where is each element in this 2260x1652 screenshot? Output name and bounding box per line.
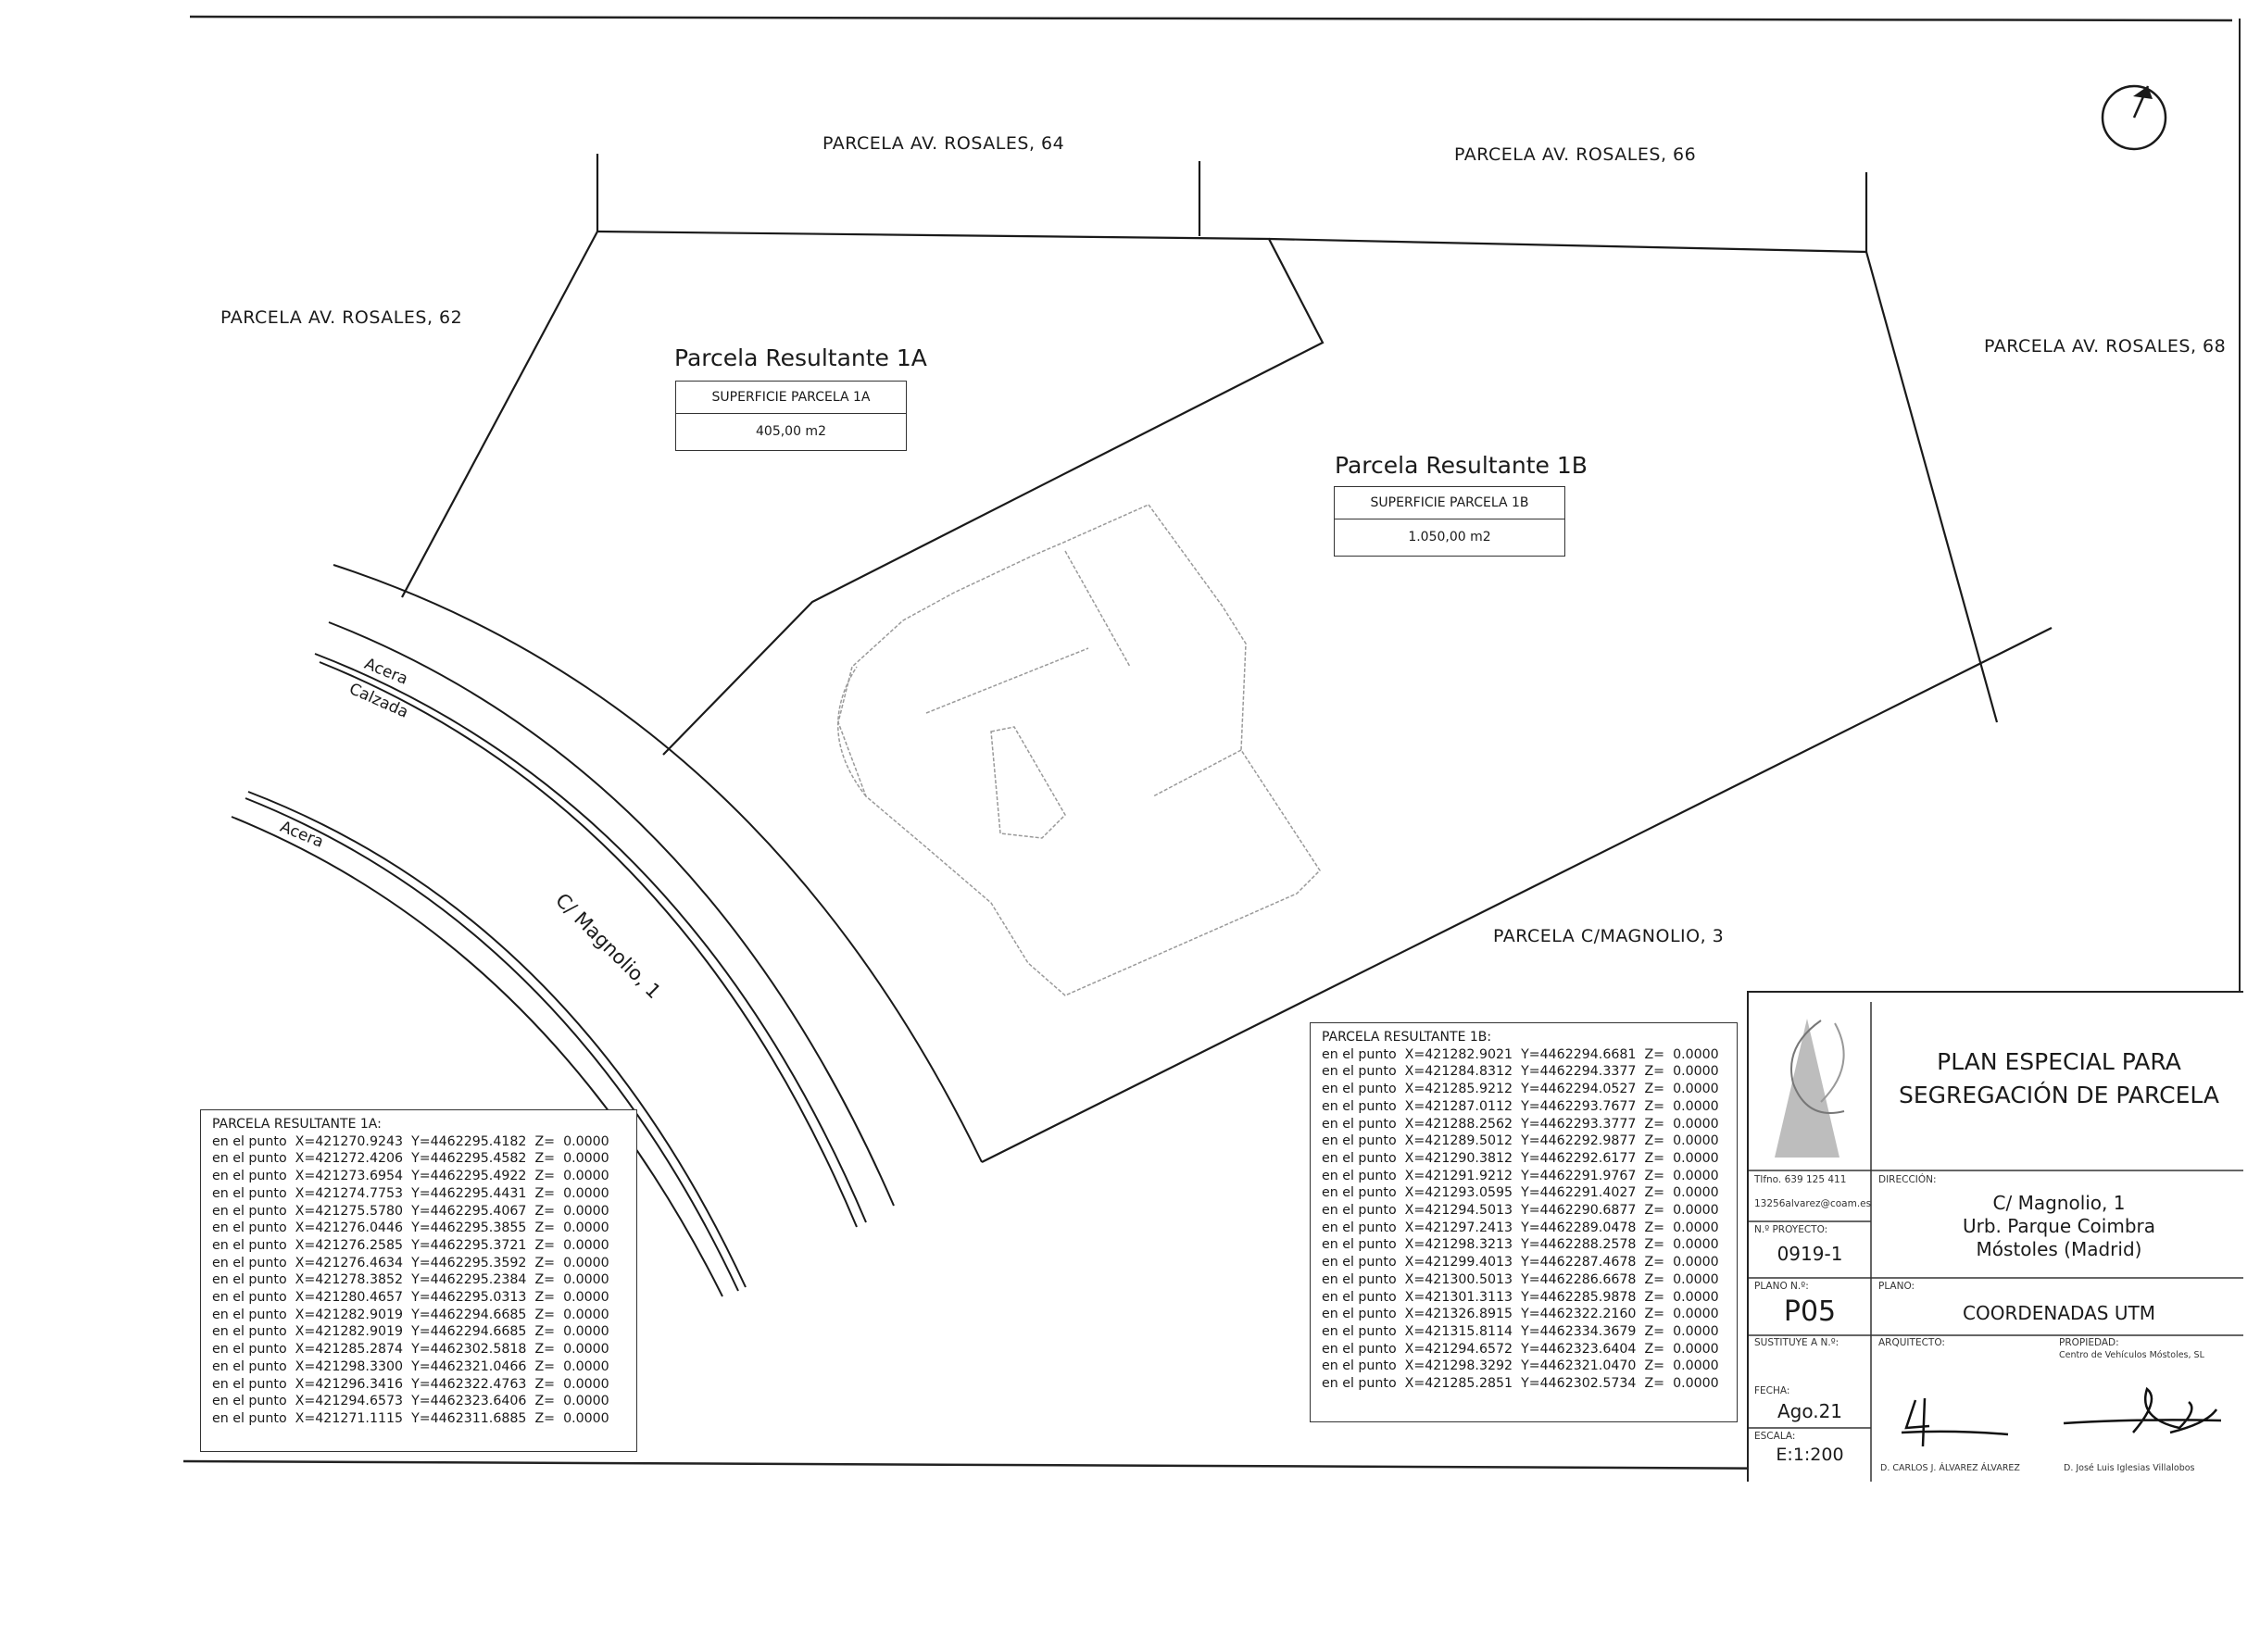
coordinates-1b-table — [1310, 1022, 1738, 1422]
coordinate-row: en el punto X=421294.5013 Y=4462290.6877 Z= 0.0000 — [1322, 1203, 1719, 1219]
parcel-1b-surface-box — [1334, 486, 1565, 557]
title-block — [1747, 991, 2243, 1482]
fecha-value: Ago.21 — [1777, 1400, 1843, 1422]
existing-building-outline — [838, 505, 1320, 995]
sustituye-label: SUSTITUYE A N.º: — [1754, 1337, 1839, 1348]
coordinate-row: en el punto X=421285.2874 Y=4462302.5818 Z= 0.0000 — [212, 1342, 609, 1358]
label-rosales-62: PARCELA AV. ROSALES, 62 — [220, 307, 463, 328]
coordinate-row: en el punto X=421285.2851 Y=4462302.5734 Z= 0.0000 — [1322, 1376, 1719, 1392]
plano-label: PLANO: — [1878, 1281, 1915, 1292]
proyecto-value: 0919-1 — [1777, 1243, 1843, 1265]
north-arrow-icon — [2100, 83, 2168, 152]
coordinate-row: en el punto X=421280.4657 Y=4462295.0313 Z= 0.0000 — [212, 1290, 609, 1306]
coordinates-1a-header: PARCELA RESULTANTE 1A: — [212, 1117, 382, 1132]
parcel-1b-surface-value: 1.050,00 m2 — [1408, 530, 1491, 544]
project-title-line1: PLAN ESPECIAL PARA — [1937, 1048, 2181, 1075]
label-magnolio-3: PARCELA C/MAGNOLIO, 3 — [1493, 926, 1725, 946]
coordinate-row: en el punto X=421294.6572 Y=4462323.6404 Z= 0.0000 — [1322, 1341, 1719, 1357]
coordinate-row: en el punto X=421282.9019 Y=4462294.6685 Z= 0.0000 — [212, 1324, 609, 1340]
coordinate-row: en el punto X=421293.0595 Y=4462291.4027 Z= 0.0000 — [1322, 1185, 1719, 1201]
coordinate-row: en el punto X=421285.9212 Y=4462294.0527 Z= 0.0000 — [1322, 1082, 1719, 1097]
project-title-line2: SEGREGACIÓN DE PARCELA — [1899, 1082, 2219, 1108]
coordinate-row: en el punto X=421275.5780 Y=4462295.4067 Z= 0.0000 — [212, 1203, 609, 1219]
sheet-top-border — [190, 17, 2232, 20]
label-rosales-66: PARCELA AV. ROSALES, 66 — [1454, 144, 1697, 165]
direccion-label: DIRECCIÓN: — [1878, 1174, 1937, 1185]
coordinate-row: en el punto X=421315.8114 Y=4462334.3679 Z= 0.0000 — [1322, 1323, 1719, 1339]
plano-num-label: PLANO N.º: — [1754, 1281, 1809, 1292]
parcel-1a-title: Parcela Resultante 1A — [674, 344, 927, 371]
coordinate-row: en el punto X=421282.9021 Y=4462294.6681 Z= 0.0000 — [1322, 1046, 1719, 1062]
parcel-1b-surface-label: SUPERFICIE PARCELA 1B — [1335, 487, 1564, 519]
coordinate-row: en el punto X=421278.3852 Y=4462295.2384 Z= 0.0000 — [212, 1272, 609, 1288]
architect-logo — [1756, 1009, 1867, 1167]
address-line2: Urb. Parque Coimbra — [1962, 1215, 2155, 1237]
parcel-1a-surface-label: SUPERFICIE PARCELA 1A — [676, 382, 906, 414]
coordinate-row: en el punto X=421271.1115 Y=4462311.6885 Z= 0.0000 — [212, 1410, 609, 1426]
coordinate-row: en el punto X=421300.5013 Y=4462286.6678 Z= 0.0000 — [1322, 1271, 1719, 1287]
label-acera-top: Acera — [361, 655, 411, 689]
coordinate-row: en el punto X=421299.4013 Y=4462287.4678 Z= 0.0000 — [1322, 1255, 1719, 1270]
parcel-1a-surface-value: 405,00 m2 — [756, 424, 826, 439]
architect-name: D. CARLOS J. ÁLVAREZ ÁLVAREZ — [1880, 1463, 2020, 1473]
coordinates-1a-table — [200, 1109, 637, 1452]
coordinate-row: en el punto X=421287.0112 Y=4462293.7677 Z= 0.0000 — [1322, 1098, 1719, 1114]
coordinate-row: en el punto X=421301.3113 Y=4462285.9878 Z= 0.0000 — [1322, 1289, 1719, 1305]
coordinates-1b-header: PARCELA RESULTANTE 1B: — [1322, 1030, 1492, 1045]
coordinate-row: en el punto X=421276.4634 Y=4462295.3592 Z= 0.0000 — [212, 1255, 609, 1270]
coordinate-row: en el punto X=421288.2562 Y=4462293.3777 Z= 0.0000 — [1322, 1116, 1719, 1132]
coordinate-row: en el punto X=421296.3416 Y=4462322.4763 Z= 0.0000 — [212, 1376, 609, 1392]
coordinate-row: en el punto X=421272.4206 Y=4462295.4582 Z= 0.0000 — [212, 1151, 609, 1167]
label-rosales-64: PARCELA AV. ROSALES, 64 — [822, 133, 1065, 154]
propiedad-value: Centro de Vehículos Móstoles, SL — [2059, 1350, 2204, 1360]
coordinates-1a-lines — [212, 1133, 625, 1428]
plano-value: COORDENADAS UTM — [1963, 1302, 2155, 1324]
propiedad-label: PROPIEDAD: — [2059, 1337, 2119, 1348]
escala-value: E:1:200 — [1776, 1445, 1844, 1465]
coordinate-row: en el punto X=421282.9019 Y=4462294.6685 Z= 0.0000 — [212, 1307, 609, 1322]
coordinate-row: en el punto X=421274.7753 Y=4462295.4431 Z= 0.0000 — [212, 1185, 609, 1201]
coordinate-row: en el punto X=421270.9243 Y=4462295.4182 Z= 0.0000 — [212, 1133, 609, 1149]
coordinate-row: en el punto X=421290.3812 Y=4462292.6177 Z= 0.0000 — [1322, 1150, 1719, 1166]
escala-label: ESCALA: — [1754, 1431, 1796, 1442]
coordinate-row: en el punto X=421294.6573 Y=4462323.6406 Z= 0.0000 — [212, 1394, 609, 1409]
label-street-name: C/ Magnolio, 1 — [551, 889, 666, 1004]
proyecto-label: N.º PROYECTO: — [1754, 1224, 1828, 1235]
phone-text: Tlfno. 639 125 411 — [1754, 1174, 1847, 1185]
coordinate-row: en el punto X=421284.8312 Y=4462294.3377 Z= 0.0000 — [1322, 1064, 1719, 1080]
coordinate-row: en el punto X=421326.8915 Y=4462322.2160 Z= 0.0000 — [1322, 1307, 1719, 1322]
coordinate-row: en el punto X=421298.3213 Y=4462288.2578 Z= 0.0000 — [1322, 1237, 1719, 1253]
label-acera-bottom: Acera — [277, 818, 327, 852]
coordinate-row: en el punto X=421291.9212 Y=4462291.9767 Z= 0.0000 — [1322, 1168, 1719, 1183]
fecha-label: FECHA: — [1754, 1385, 1790, 1396]
parcel-1b-title: Parcela Resultante 1B — [1335, 452, 1588, 479]
arquitecto-label: ARQUITECTO: — [1878, 1337, 1945, 1348]
email-text: 13256alvarez@coam.es — [1754, 1198, 1872, 1209]
coordinate-row: en el punto X=421276.0446 Y=4462295.3855 Z= 0.0000 — [212, 1220, 609, 1236]
label-rosales-68: PARCELA AV. ROSALES, 68 — [1984, 336, 2227, 357]
address-line3: Móstoles (Madrid) — [1976, 1238, 2142, 1260]
owner-signature — [2059, 1382, 2226, 1446]
address-line1: C/ Magnolio, 1 — [1992, 1192, 2126, 1214]
parcel-1a-surface-box — [675, 381, 907, 451]
coordinate-row: en el punto X=421289.5012 Y=4462292.9877 Z= 0.0000 — [1322, 1133, 1719, 1149]
coordinates-1b-lines — [1322, 1046, 1726, 1393]
plano-num-value: P05 — [1783, 1295, 1837, 1328]
coordinate-row: en el punto X=421298.3300 Y=4462321.0466 Z= 0.0000 — [212, 1358, 609, 1374]
coordinate-row: en el punto X=421276.2585 Y=4462295.3721 Z= 0.0000 — [212, 1237, 609, 1253]
coordinate-row: en el punto X=421273.6954 Y=4462295.4922 Z= 0.0000 — [212, 1169, 609, 1184]
owner-name: D. José Luis Iglesias Villalobos — [2064, 1463, 2195, 1473]
coordinate-row: en el punto X=421297.2413 Y=4462289.0478 Z= 0.0000 — [1322, 1220, 1719, 1235]
label-calzada: Calzada — [345, 680, 411, 722]
architect-signature — [1897, 1391, 2027, 1456]
coordinate-row: en el punto X=421298.3292 Y=4462321.0470 Z= 0.0000 — [1322, 1358, 1719, 1374]
